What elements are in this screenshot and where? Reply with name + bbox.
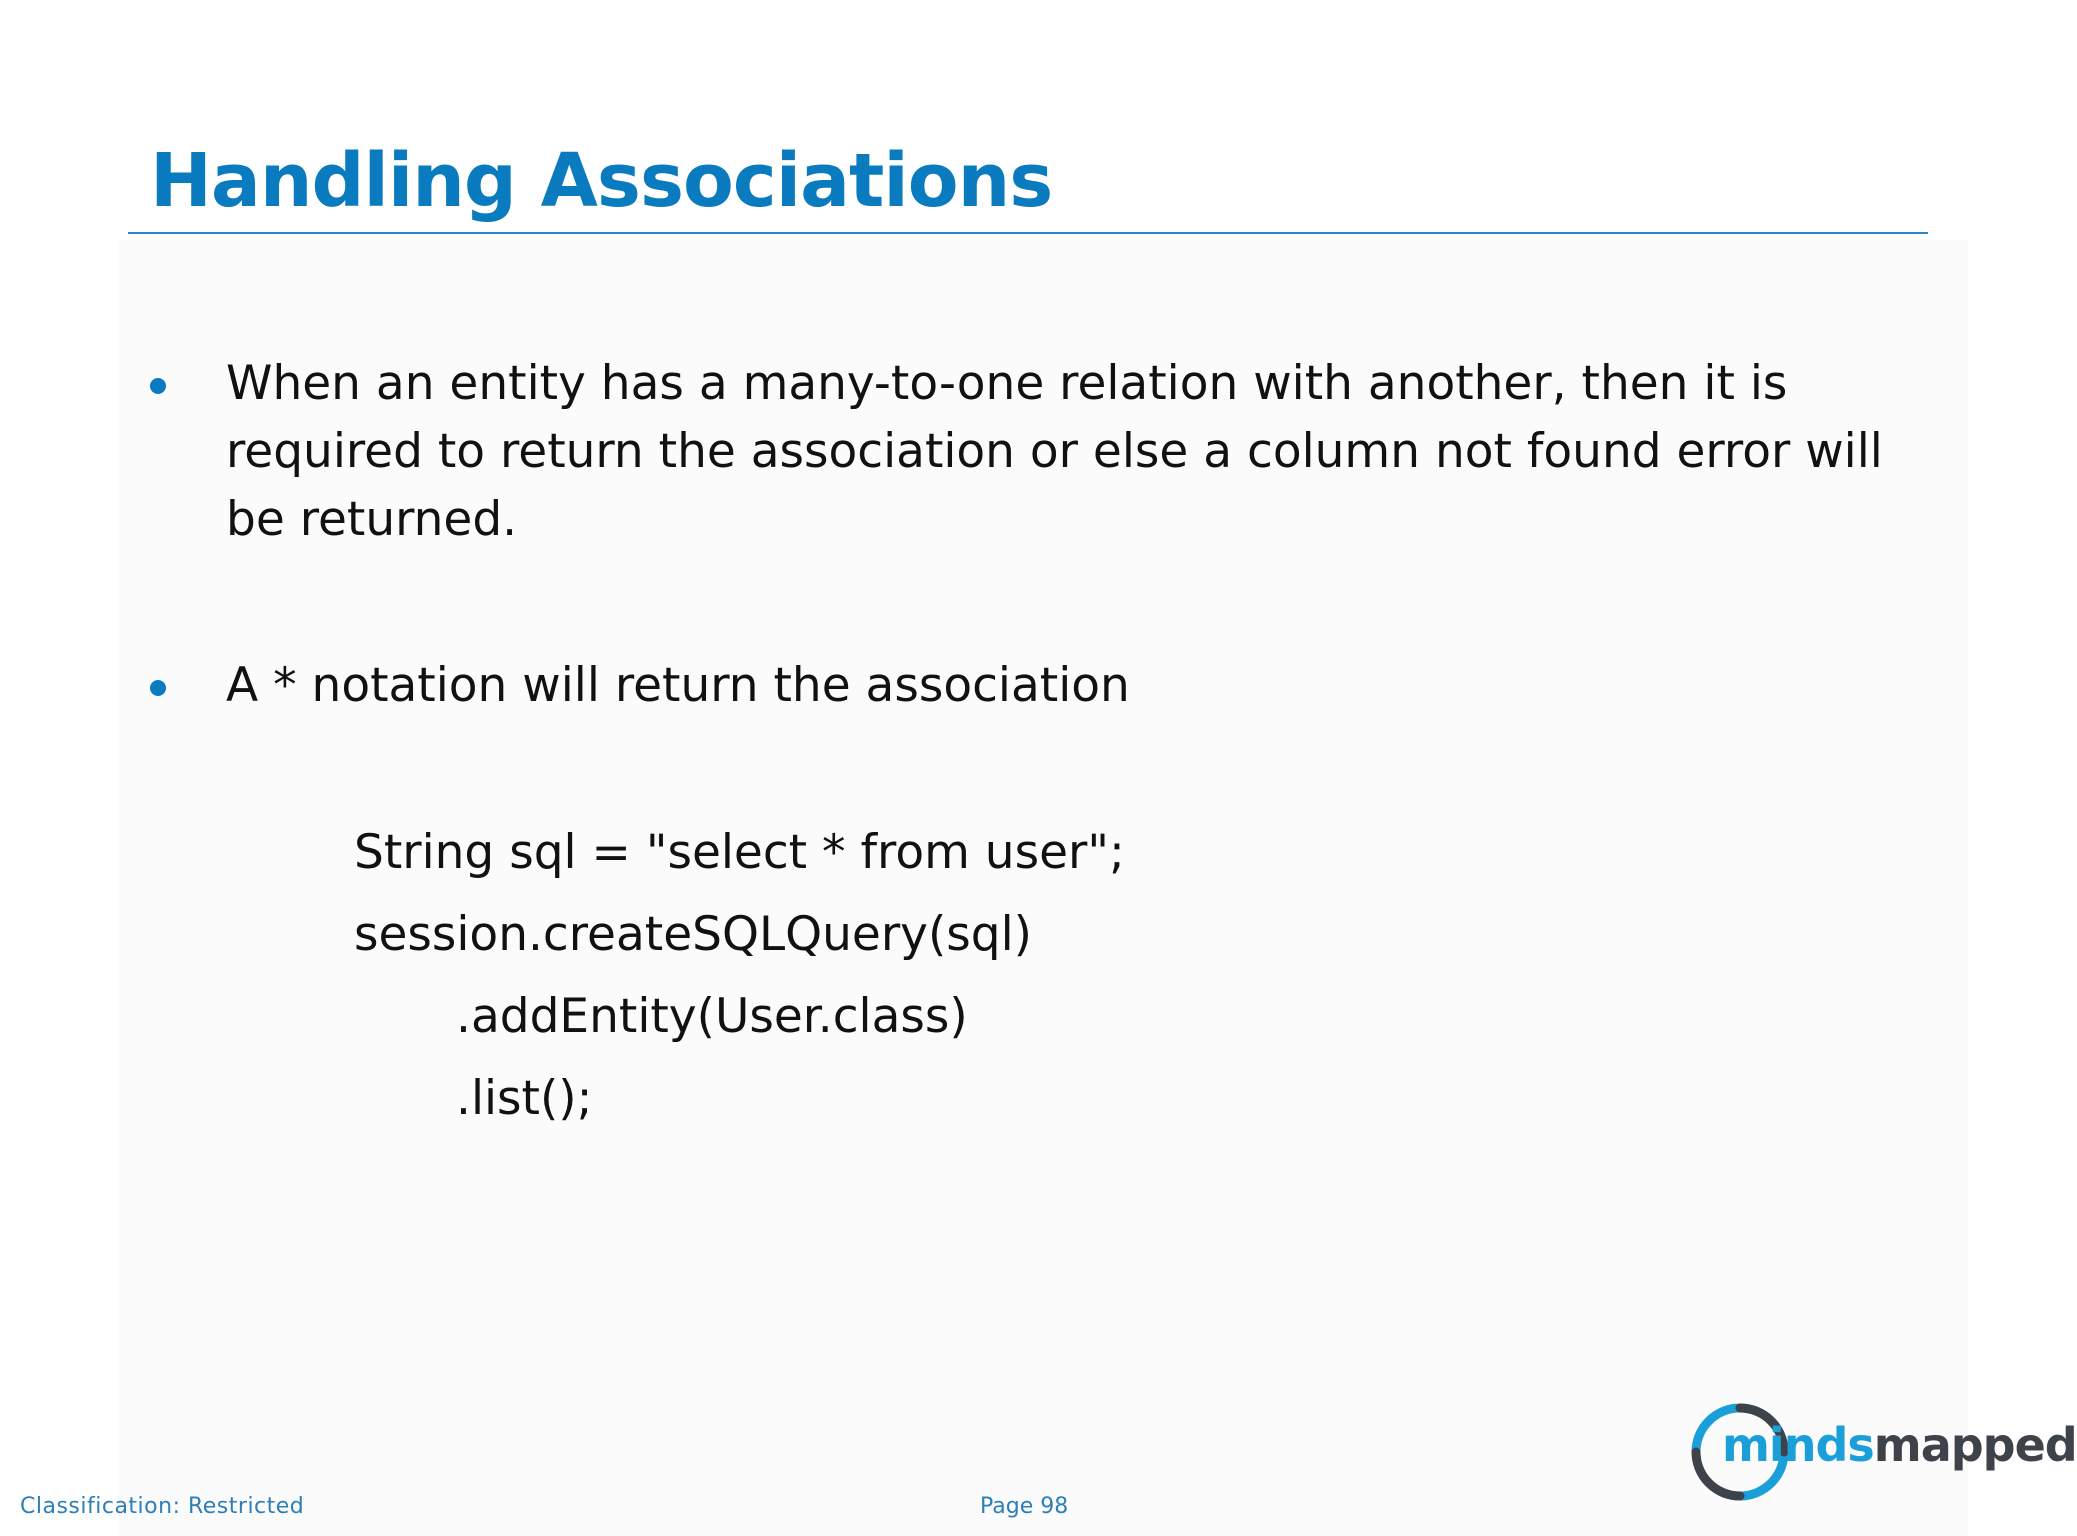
bullet-icon [150, 680, 166, 696]
logo-text-minds: minds [1722, 1418, 1874, 1472]
mindsmapped-logo [1688, 1398, 2077, 1518]
logo-text [1722, 1418, 2077, 1472]
code-block [354, 812, 1125, 1140]
code-line: .addEntity(User.class) [456, 989, 968, 1044]
code-line: session.createSQLQuery(sql) [354, 907, 1033, 962]
footer-page-number: Page 98 [980, 1494, 1069, 1519]
code-line: .list(); [456, 1071, 593, 1126]
code-line: String sql = "select * from user"; [354, 825, 1125, 880]
bullet-item [150, 350, 1910, 554]
bullet-text: When an entity has a many-to-one relation with another, then it is required to return the association or else a column not found error will be returned. [226, 356, 1883, 547]
title-underline [128, 232, 1928, 234]
footer-classification: Classification: Restricted [20, 1494, 305, 1519]
logo-text-mapped: mapped [1873, 1418, 2077, 1472]
bullet-item [150, 652, 1130, 720]
slide-title: Handling Associations [150, 138, 1053, 224]
bullet-icon [150, 378, 166, 394]
bullet-text: A * notation will return the association [226, 658, 1130, 713]
